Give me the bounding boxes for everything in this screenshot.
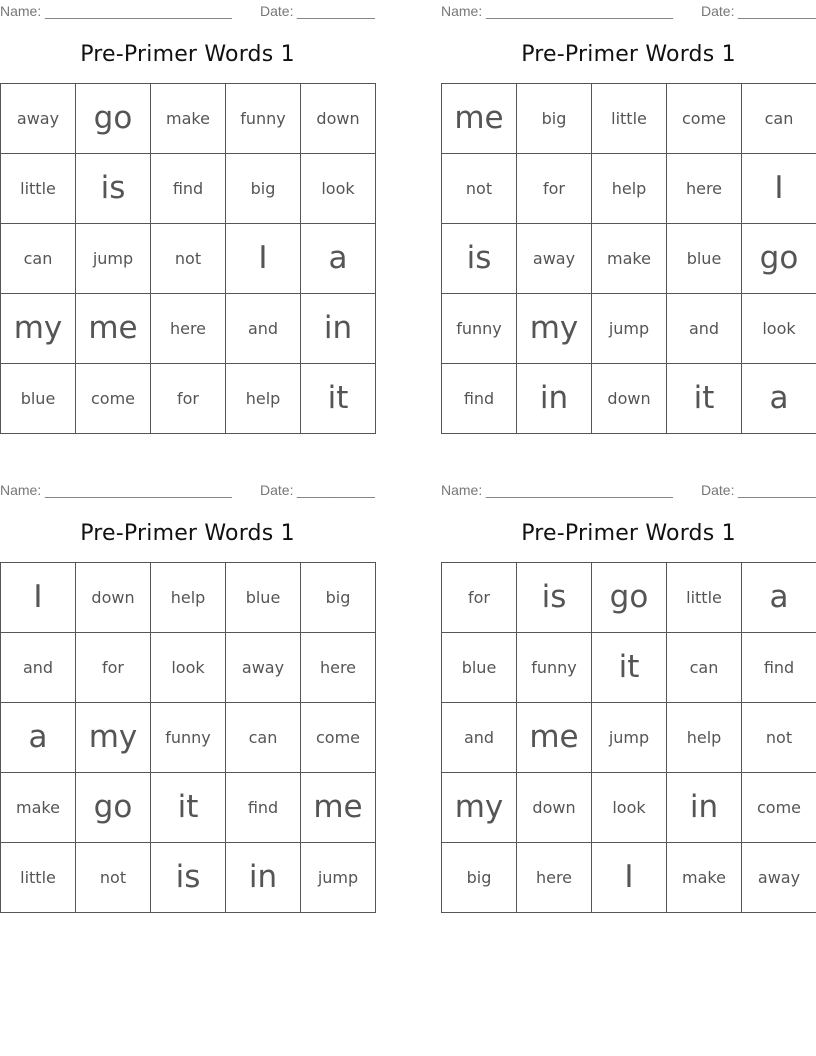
word-cell: it	[667, 364, 742, 434]
word-cell: can	[1, 224, 76, 294]
word-cell: a	[1, 703, 76, 773]
word-cell: look	[592, 773, 667, 843]
grid-row	[442, 294, 816, 364]
word-cell: a	[742, 364, 816, 434]
word-cell: little	[1, 154, 76, 224]
bingo-card	[0, 0, 375, 440]
date-label: Date:	[701, 3, 735, 19]
word-cell: little	[1, 843, 76, 913]
word-cell: my	[442, 773, 517, 843]
bingo-card	[441, 0, 816, 440]
word-cell: in	[226, 843, 301, 913]
word-cell: not	[151, 224, 226, 294]
word-cell: little	[667, 563, 742, 633]
word-cell: make	[592, 224, 667, 294]
word-cell: me	[442, 84, 517, 154]
word-cell: me	[301, 773, 376, 843]
word-cell: away	[742, 843, 816, 913]
grid-row	[442, 633, 816, 703]
word-cell: find	[151, 154, 226, 224]
name-blank-line: ________________________	[486, 3, 673, 19]
word-cell: come	[667, 84, 742, 154]
word-cell: here	[517, 843, 592, 913]
word-cell: funny	[151, 703, 226, 773]
date-blank-line: __________	[738, 3, 816, 19]
grid-row	[1, 294, 376, 364]
word-cell: can	[226, 703, 301, 773]
name-label: Name:	[0, 3, 42, 19]
word-cell: away	[226, 633, 301, 703]
bingo-grid	[0, 562, 376, 913]
grid-row	[1, 843, 376, 913]
grid-row	[1, 154, 376, 224]
word-cell: my	[517, 294, 592, 364]
word-cell: jump	[592, 294, 667, 364]
grid-row	[1, 703, 376, 773]
word-cell: in	[301, 294, 376, 364]
word-cell: jump	[592, 703, 667, 773]
grid-row	[442, 154, 816, 224]
word-cell: I	[742, 154, 816, 224]
name-blank-line: ________________________	[45, 482, 232, 498]
word-cell: blue	[442, 633, 517, 703]
grid-row	[1, 364, 376, 434]
name-date-header	[441, 3, 816, 19]
bingo-grid	[441, 562, 816, 913]
word-cell: me	[76, 294, 151, 364]
word-cell: for	[76, 633, 151, 703]
word-cell: find	[442, 364, 517, 434]
name-blank-line: ________________________	[45, 3, 232, 19]
word-cell: big	[442, 843, 517, 913]
word-cell: big	[517, 84, 592, 154]
word-cell: and	[442, 703, 517, 773]
word-cell: come	[742, 773, 816, 843]
card-title: Pre-Primer Words 1	[521, 521, 736, 546]
date-label: Date:	[260, 482, 294, 498]
word-cell: funny	[517, 633, 592, 703]
word-cell: make	[667, 843, 742, 913]
name-label: Name:	[441, 3, 483, 19]
grid-row	[1, 773, 376, 843]
word-cell: look	[742, 294, 816, 364]
card-title: Pre-Primer Words 1	[80, 42, 295, 67]
word-cell: come	[76, 364, 151, 434]
word-cell: is	[442, 224, 517, 294]
word-cell: go	[76, 773, 151, 843]
word-cell: not	[76, 843, 151, 913]
word-cell: and	[226, 294, 301, 364]
word-cell: go	[592, 563, 667, 633]
word-cell: come	[301, 703, 376, 773]
word-cell: in	[667, 773, 742, 843]
grid-row	[442, 563, 816, 633]
grid-row	[442, 84, 816, 154]
word-cell: make	[151, 84, 226, 154]
word-cell: help	[151, 563, 226, 633]
word-cell: jump	[301, 843, 376, 913]
word-cell: look	[151, 633, 226, 703]
word-cell: a	[301, 224, 376, 294]
date-label: Date:	[260, 3, 294, 19]
word-cell: find	[226, 773, 301, 843]
word-cell: look	[301, 154, 376, 224]
word-cell: here	[301, 633, 376, 703]
word-cell: it	[301, 364, 376, 434]
word-cell: and	[667, 294, 742, 364]
grid-row	[442, 364, 816, 434]
grid-row	[442, 703, 816, 773]
word-cell: blue	[667, 224, 742, 294]
word-cell: I	[592, 843, 667, 913]
grid-row	[1, 633, 376, 703]
word-cell: me	[517, 703, 592, 773]
name-date-header	[0, 3, 375, 19]
word-cell: here	[151, 294, 226, 364]
word-cell: down	[301, 84, 376, 154]
word-cell: my	[76, 703, 151, 773]
grid-row	[1, 563, 376, 633]
word-cell: little	[592, 84, 667, 154]
word-cell: I	[1, 563, 76, 633]
word-cell: big	[301, 563, 376, 633]
word-cell: not	[742, 703, 816, 773]
word-cell: down	[76, 563, 151, 633]
word-cell: go	[76, 84, 151, 154]
word-cell: big	[226, 154, 301, 224]
card-title: Pre-Primer Words 1	[80, 521, 295, 546]
word-cell: funny	[442, 294, 517, 364]
date-blank-line: __________	[297, 3, 375, 19]
grid-row	[442, 224, 816, 294]
word-cell: help	[592, 154, 667, 224]
word-cell: blue	[226, 563, 301, 633]
word-cell: go	[742, 224, 816, 294]
word-cell: a	[742, 563, 816, 633]
word-cell: I	[226, 224, 301, 294]
name-label: Name:	[0, 482, 42, 498]
date-blank-line: __________	[297, 482, 375, 498]
word-cell: it	[592, 633, 667, 703]
name-blank-line: ________________________	[486, 482, 673, 498]
word-cell: in	[517, 364, 592, 434]
word-cell: for	[517, 154, 592, 224]
word-cell: funny	[226, 84, 301, 154]
word-cell: help	[667, 703, 742, 773]
word-cell: help	[226, 364, 301, 434]
word-cell: make	[1, 773, 76, 843]
word-cell: can	[742, 84, 816, 154]
word-cell: down	[592, 364, 667, 434]
word-cell: is	[76, 154, 151, 224]
word-cell: down	[517, 773, 592, 843]
card-title: Pre-Primer Words 1	[521, 42, 736, 67]
bingo-card	[441, 479, 816, 919]
name-label: Name:	[441, 482, 483, 498]
word-cell: here	[667, 154, 742, 224]
grid-row	[442, 773, 816, 843]
bingo-grid	[0, 83, 376, 434]
date-blank-line: __________	[738, 482, 816, 498]
word-cell: for	[442, 563, 517, 633]
word-cell: for	[151, 364, 226, 434]
name-date-header	[441, 482, 816, 498]
word-cell: find	[742, 633, 816, 703]
grid-row	[442, 843, 816, 913]
name-date-header	[0, 482, 375, 498]
word-cell: my	[1, 294, 76, 364]
word-cell: and	[1, 633, 76, 703]
word-cell: is	[151, 843, 226, 913]
date-label: Date:	[701, 482, 735, 498]
word-cell: can	[667, 633, 742, 703]
grid-row	[1, 84, 376, 154]
word-cell: is	[517, 563, 592, 633]
word-cell: it	[151, 773, 226, 843]
word-cell: away	[517, 224, 592, 294]
grid-row	[1, 224, 376, 294]
word-cell: blue	[1, 364, 76, 434]
bingo-grid	[441, 83, 816, 434]
word-cell: away	[1, 84, 76, 154]
word-cell: jump	[76, 224, 151, 294]
word-cell: not	[442, 154, 517, 224]
bingo-card	[0, 479, 375, 919]
